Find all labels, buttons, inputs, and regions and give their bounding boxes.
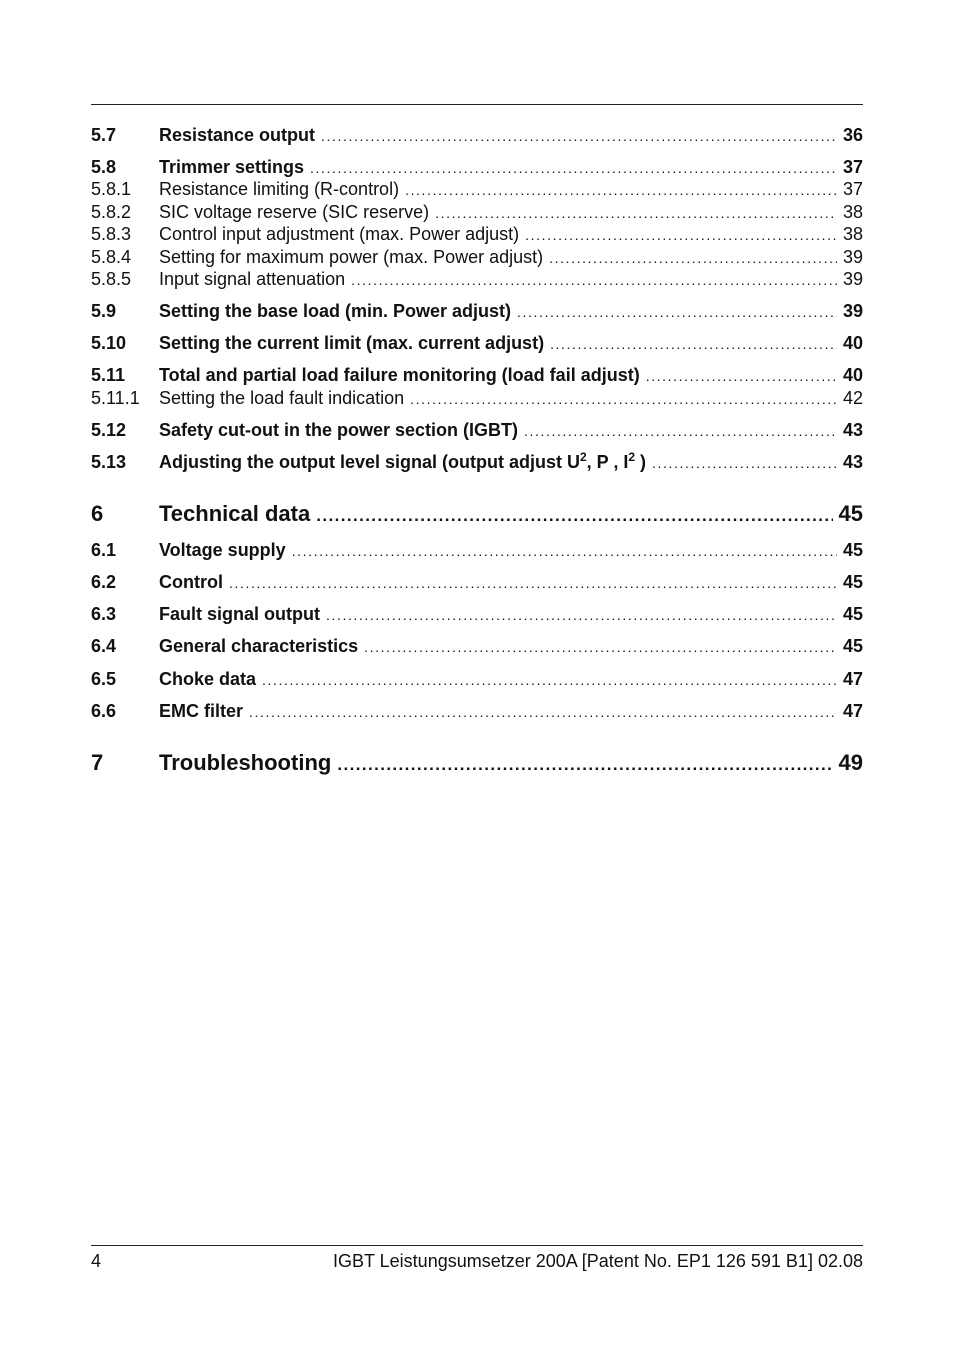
toc-number: 5.8.5	[91, 269, 132, 289]
toc-title: Setting the current limit (max. current adjust)	[159, 333, 545, 353]
dot-leader	[337, 750, 832, 780]
toc-title-part: Adjusting the output level signal (output adjust U	[159, 452, 580, 472]
page-footer	[91, 1248, 863, 1274]
toc-page: 47	[842, 701, 863, 721]
dot-leader	[525, 223, 837, 247]
footer-rule	[91, 1245, 863, 1246]
toc-title: Voltage supply	[159, 540, 286, 560]
toc-entry-5-10[interactable]	[91, 331, 863, 355]
toc-page: 43	[842, 420, 863, 440]
dot-leader	[405, 178, 837, 202]
dot-leader	[321, 124, 837, 148]
toc-page: 43	[842, 452, 863, 472]
toc-page: 37	[842, 157, 863, 177]
toc-entry-6-1[interactable]	[91, 538, 863, 562]
toc-title: Trimmer settings	[159, 157, 305, 177]
dot-leader	[550, 332, 837, 356]
dot-leader	[351, 268, 837, 292]
toc-title: Resistance output	[159, 125, 316, 145]
dot-leader	[292, 539, 837, 563]
toc-entry-5-8-3[interactable]	[91, 222, 863, 246]
toc-entry-5-7[interactable]	[91, 123, 863, 147]
toc-title: Fault signal output	[159, 604, 320, 624]
toc-entry-6-6[interactable]	[91, 699, 863, 723]
toc-entry-5-9[interactable]	[91, 299, 863, 323]
page-number: 4	[91, 1250, 102, 1271]
toc-page: 40	[842, 365, 863, 385]
dot-leader	[229, 571, 837, 595]
toc-entry-5-8-2[interactable]	[91, 200, 863, 224]
toc-entry-6-3[interactable]	[91, 602, 863, 626]
toc-page: 47	[842, 669, 863, 689]
toc-title: Control input adjustment (max. Power adjust)	[159, 224, 520, 244]
toc-number: 5.11	[91, 365, 126, 385]
toc-title-part: )	[635, 452, 647, 472]
toc-number: 5.8.2	[91, 202, 132, 222]
toc-number: 6.6	[91, 701, 117, 721]
toc-title: Troubleshooting	[159, 750, 332, 775]
toc-entry-6-2[interactable]	[91, 570, 863, 594]
dot-leader	[646, 364, 837, 388]
toc-title: Resistance limiting (R-control)	[159, 179, 400, 199]
toc-number: 6.4	[91, 636, 117, 656]
toc-title-part: , P , I	[586, 452, 629, 472]
toc-page: 45	[842, 540, 863, 560]
toc-number: 6.5	[91, 669, 117, 689]
toc-page: 36	[842, 125, 863, 145]
dot-leader	[326, 603, 837, 627]
dot-leader	[517, 300, 837, 324]
dot-leader	[524, 419, 837, 443]
toc-number: 7	[91, 750, 104, 775]
toc-title: Setting the base load (min. Power adjust)	[159, 301, 512, 321]
toc-title: Input signal attenuation	[159, 269, 346, 289]
toc-title: SIC voltage reserve (SIC reserve)	[159, 202, 430, 222]
toc-page: 39	[842, 269, 863, 289]
toc-title: Safety cut-out in the power section (IGBT)	[159, 420, 519, 440]
toc-page: 38	[842, 224, 863, 244]
toc-title: General characteristics	[159, 636, 359, 656]
toc-number: 5.9	[91, 301, 117, 321]
toc-title: Setting for maximum power (max. Power adjust)	[159, 247, 544, 267]
toc-title	[159, 450, 652, 474]
document-title: IGBT Leistungsumsetzer 200A [Patent No. EP1 126 591 B1] 02.08	[332, 1250, 863, 1271]
toc-number: 5.8.1	[91, 179, 132, 199]
toc-title: Total and partial load failure monitoring (load fail adjust)	[159, 365, 640, 385]
toc-entry-5-8-5[interactable]	[91, 267, 863, 291]
toc-page: 45	[842, 604, 863, 624]
toc-entry-5-8-4[interactable]	[91, 245, 863, 269]
toc-page: 45	[842, 636, 863, 656]
toc-number: 5.7	[91, 125, 117, 145]
toc-number: 5.8.4	[91, 247, 132, 267]
toc-number: 6.2	[91, 572, 117, 592]
superscript-2: 2	[628, 450, 636, 464]
toc-number: 6	[91, 501, 104, 526]
dot-leader	[249, 700, 837, 724]
toc-title: Technical data	[159, 501, 311, 526]
toc-title: Setting the load fault indication	[159, 388, 405, 408]
toc-number: 5.12	[91, 420, 127, 440]
dot-leader	[652, 451, 837, 475]
toc-page: 42	[842, 388, 863, 408]
dot-leader	[410, 387, 837, 411]
dot-leader	[316, 501, 832, 531]
toc-page: 45	[838, 501, 863, 526]
toc-entry-5-11-1[interactable]	[91, 386, 863, 410]
superscript-2: 2	[579, 450, 587, 464]
toc-entry-6-4[interactable]	[91, 634, 863, 658]
toc-entry-6-5[interactable]	[91, 667, 863, 691]
dot-leader	[364, 635, 837, 659]
header-rule	[91, 104, 863, 105]
toc-number: 5.13	[91, 452, 127, 472]
toc-entry-5-11[interactable]	[91, 363, 863, 387]
toc-page: 40	[842, 333, 863, 353]
toc-page: 38	[842, 202, 863, 222]
toc-entry-5-8[interactable]	[91, 155, 863, 179]
toc-entry-5-13[interactable]	[91, 450, 863, 474]
toc-number: 6.3	[91, 604, 117, 624]
toc-page: 37	[842, 179, 863, 199]
toc-number: 5.8	[91, 157, 117, 177]
toc-title: Control	[159, 572, 223, 592]
toc-page: 39	[842, 247, 863, 267]
toc-number: 6.1	[91, 540, 117, 560]
toc-page: 39	[842, 301, 863, 321]
toc-number: 5.10	[91, 333, 127, 353]
toc-title: Choke data	[159, 669, 257, 689]
toc-entry-5-8-1[interactable]	[91, 177, 863, 201]
toc-page: 49	[838, 750, 863, 775]
toc-entry-7[interactable]	[91, 748, 863, 778]
toc-number: 5.11.1	[91, 388, 140, 408]
dot-leader	[262, 668, 837, 692]
toc-entry-6[interactable]	[91, 499, 863, 529]
toc-number: 5.8.3	[91, 224, 132, 244]
toc-page: 45	[842, 572, 863, 592]
toc-title: EMC filter	[159, 701, 244, 721]
toc-entry-5-12[interactable]	[91, 418, 863, 442]
